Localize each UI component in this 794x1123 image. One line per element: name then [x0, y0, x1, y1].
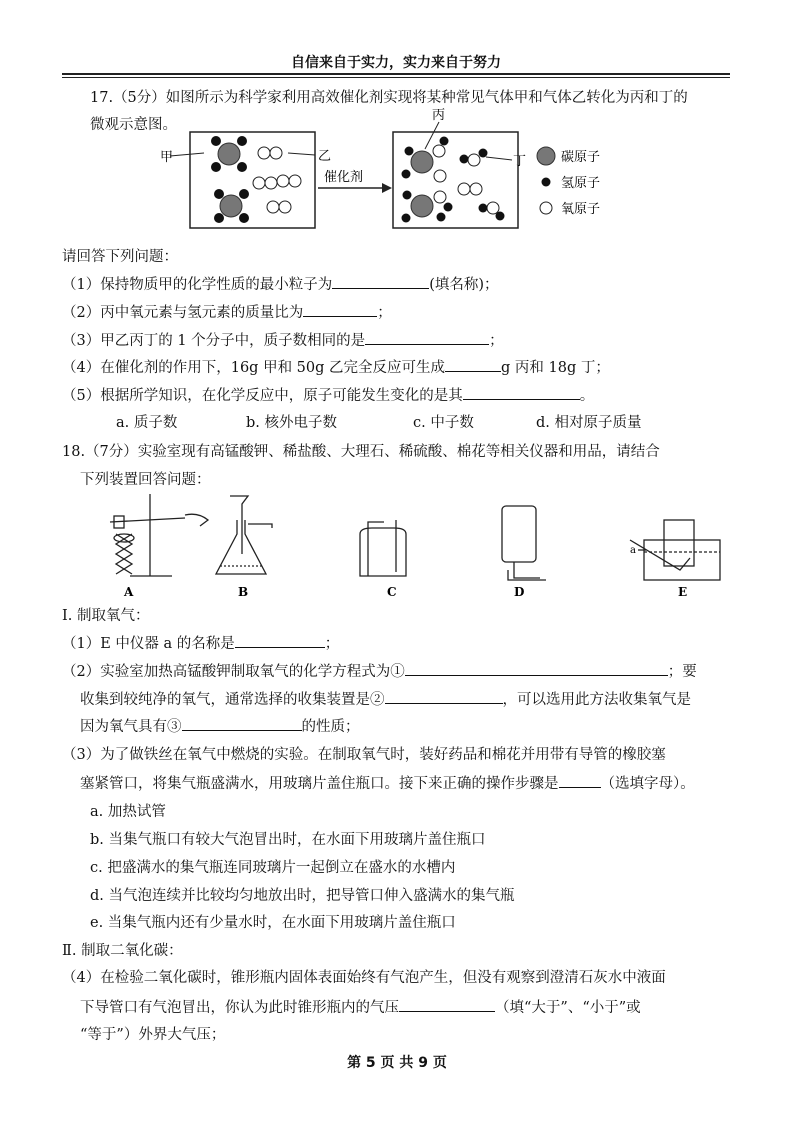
label-line-yi — [288, 153, 315, 155]
answer-blank[interactable] — [405, 661, 668, 676]
page-footer: 第 5 页 共 9 页 — [347, 1055, 447, 1071]
carbon-legend-icon — [537, 147, 555, 165]
q17-s1: （1）保持物质甲的化学性质的最小粒子为 (填名称)； — [62, 274, 499, 295]
q17-prompt: 请回答下列问题： — [62, 249, 178, 265]
apparatus-label-c: C — [387, 585, 397, 599]
arrow-label: 催化剂 — [324, 170, 364, 185]
q18-step-c: c. 把盛满水的集气瓶连同玻璃片一起倒立在盛水的水槽内 — [90, 860, 456, 876]
header-rule-thin — [62, 77, 730, 78]
hydrogen-legend-icon — [542, 178, 551, 187]
answer-blank[interactable] — [303, 302, 377, 317]
legend-oxygen: 氧原子 — [561, 202, 601, 217]
answer-blank[interactable] — [365, 330, 489, 345]
legend-hydrogen: 氢原子 — [561, 176, 601, 191]
label-line-jia — [170, 153, 204, 156]
label-jia: 甲 — [160, 150, 174, 165]
q18-intro-line1: 18.（7分）实验室现有高锰酸钾、稀盐酸、大理石、稀硫酸、棉花等相关仪器和用品，请结合 — [62, 444, 660, 460]
methane-molecule — [211, 136, 247, 172]
q18-s4-line1: （4）在检验二氧化碳时，锥形瓶内固体表面始终有气泡产生，但没有观察到澄清石灰水中液面 — [62, 970, 666, 986]
apparatus-e — [630, 520, 720, 580]
water-molecule — [458, 183, 482, 195]
methanol-molecule — [402, 191, 453, 223]
q17-s3: （3）甲乙丙丁的 1 个分子中，质子数相同的是 ； — [62, 330, 504, 351]
q17-option-a: a. 质子数 — [116, 415, 178, 431]
reaction-diagram — [160, 105, 620, 235]
apparatus-label-a: A — [124, 585, 134, 599]
apparatus-c — [360, 520, 406, 576]
q17-intro-line1: 17.（5分）如图所示为科学家利用高效催化剂实现将某种常见气体甲和气体乙转化为丙和丁的 — [90, 90, 688, 106]
methane-molecule — [214, 189, 249, 223]
label-yi: 乙 — [318, 149, 332, 164]
q18-s3-line2: 塞紧管口，将集气瓶盛满水，用玻璃片盖住瓶口。接下来正确的操作步骤是 （选填字母）。 — [80, 773, 695, 794]
apparatus-b — [216, 496, 272, 574]
header-rule — [62, 73, 730, 75]
legend-carbon: 碳原子 — [561, 150, 601, 165]
answer-blank[interactable] — [385, 689, 503, 704]
answer-blank[interactable] — [399, 997, 495, 1012]
apparatus-d — [502, 506, 546, 580]
label-ding: 丁 — [513, 154, 527, 169]
answer-blank[interactable] — [235, 633, 325, 648]
apparatus-label-d: D — [514, 585, 525, 599]
answer-blank[interactable] — [445, 357, 501, 372]
q18-s3-line1: （3）为了做铁丝在氧气中燃烧的实验。在制取氧气时，装好药品和棉花并用带有导管的橡胶塞 — [62, 747, 666, 763]
q18-s2-line2: 收集到较纯净的氧气，通常选择的收集装置是② ，可以选用此方法收集氧气是 — [80, 689, 691, 710]
q18-s4-line3: “等于”）外界大气压； — [80, 1027, 226, 1043]
q18-s2-line1: （2）实验室加热高锰酸钾制取氧气的化学方程式为① ；要 — [62, 661, 697, 682]
q17-s5: （5）根据所学知识，在化学反应中，原子可能发生变化的是其 。 — [62, 385, 594, 406]
q18-step-b: b. 当集气瓶口有较大气泡冒出时，在水面下用玻璃片盖住瓶口 — [90, 832, 486, 848]
apparatus-diagram — [90, 490, 730, 605]
label-bing: 丙 — [432, 108, 446, 123]
answer-blank[interactable] — [463, 385, 580, 400]
q18-s1: （1）E 中仪器 a 的名称是 ； — [62, 633, 339, 654]
q18-step-a: a. 加热试管 — [90, 804, 166, 820]
water-molecule — [460, 149, 488, 167]
q17-intro-line2: 微观示意图。 — [90, 117, 177, 133]
answer-blank[interactable] — [332, 274, 429, 289]
answer-blank[interactable] — [559, 773, 601, 788]
q18-step-d: d. 当气泡连续并比较均匀地放出时，把导管口伸入盛满水的集气瓶 — [90, 888, 515, 904]
water-molecule — [479, 202, 505, 221]
q17-option-b: b. 核外电子数 — [246, 415, 337, 431]
page-header: 自信来自于实力，实力来自于努力 — [291, 55, 501, 71]
methanol-molecule — [402, 137, 449, 183]
arrow-head — [382, 183, 392, 193]
label-line-ding — [486, 157, 512, 160]
q18-step-e: e. 当集气瓶内还有少量水时，在水面下用玻璃片盖住瓶口 — [90, 915, 456, 931]
q17-option-d: d. 相对原子质量 — [536, 415, 642, 431]
q18-intro-line2: 下列装置回答问题： — [80, 472, 211, 488]
q18-s4-line2: 下导管口有气泡冒出，你认为此时锥形瓶内的气压 （填“大于”、“小于”或 — [80, 997, 641, 1018]
q17-s2: （2）丙中氧元素与氢元素的质量比为 ； — [62, 302, 392, 323]
oxygen-legend-icon — [540, 202, 552, 214]
q17-s4: （4）在催化剂的作用下，16g 甲和 50g 乙完全反应可生成 g 丙和 18g 丁； — [62, 357, 610, 378]
q18-s2-line3: 因为氧气具有③ 的性质； — [80, 716, 360, 737]
answer-blank[interactable] — [182, 716, 302, 731]
apparatus-a — [110, 494, 208, 576]
oxygen-molecules — [253, 147, 301, 213]
q17-option-c: c. 中子数 — [413, 415, 474, 431]
q18-section1: Ⅰ. 制取氧气： — [62, 608, 150, 624]
apparatus-label-b: B — [238, 585, 249, 599]
q18-section2: Ⅱ. 制取二氧化碳： — [62, 943, 183, 959]
apparatus-label-a-small: a — [630, 545, 636, 556]
apparatus-label-e: E — [678, 585, 688, 599]
